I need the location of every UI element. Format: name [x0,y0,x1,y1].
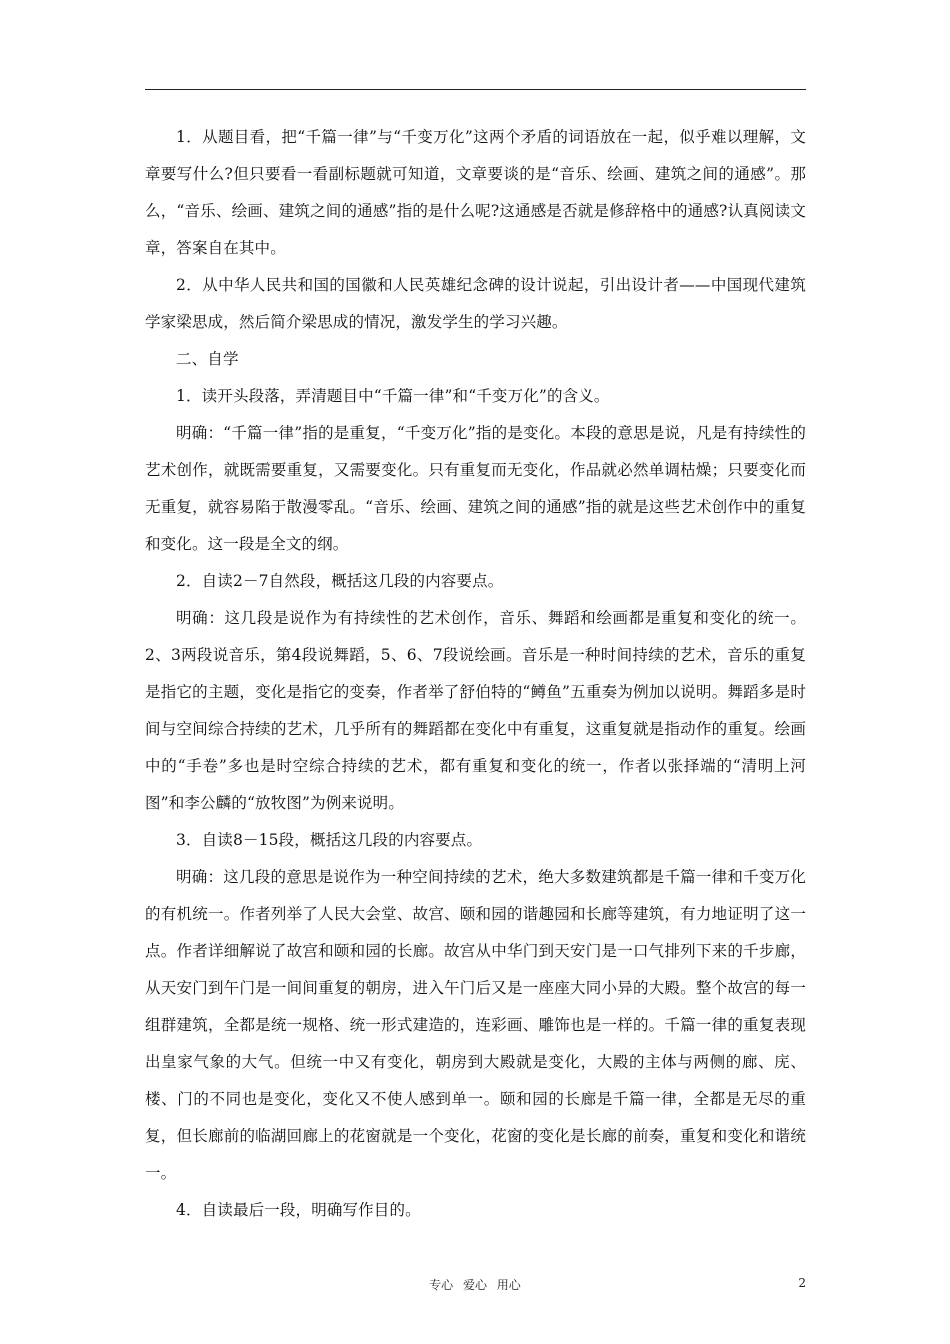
paragraph-task-1: 1．读开头段落，弄清题目中“千篇一律”和“千变万化”的含义。 [176,387,610,405]
footer-motto: 专心 爱心 用心 [429,1278,521,1292]
paragraph-task-4: 4．自读最后一段，明确写作目的。 [176,1201,421,1219]
paragraph-intro-title: 1．从题目看，把“千篇一律”与“千变万化”这两个矛盾的词语放在一起，似乎难以理解，文章要写什么?但只要看一看副标题就可知道，文章要谈的是“音乐、绘画、建筑之间的通感”。那么，“音乐、绘画、建筑之间的通感”指的是什么呢?这通感是否就是修辞格中的通感?认真阅读文章，答案自在其中。 [145,128,806,257]
page-number: 2 [798,1276,806,1290]
paragraph-task-3: 3．自读8－15段，概括这几段的内容要点。 [176,831,483,849]
document-body [145,119,806,1229]
section-heading-self-study: 二、自学 [176,350,239,368]
header-rule [145,89,806,90]
paragraph-answer-1: 明确：“千篇一律”指的是重复，“千变万化”指的是变化。本段的意思是说，凡是有持续性的艺术创作，就既需要重复，又需要变化。只有重复而无变化，作品就必然单调枯燥；只要变化而无重复，就容易陷于散漫零乱。“音乐、绘画、建筑之间的通感”指的就是这些艺术创作中的重复和变化。这一段是全文的纲。 [145,424,806,553]
paragraph-task-2: 2．自读2－7自然段，概括这几段的内容要点。 [176,572,504,590]
paragraph-answer-3: 明确：这几段的意思是说作为一种空间持续的艺术，绝大多数建筑都是千篇一律和千变万化的有机统一。作者列举了人民大会堂、故宫、颐和园的谐趣园和长廊等建筑，有力地证明了这一点。作者详细解说了故宫和颐和园的长廊。故宫从中华门到天安门是一口气排列下来的千步廊，从天安门到午门是一间间重复的朝房，进入午门后又是一座座大同小异的大殿。整个故宫的每一组群建筑，全都是统一规格、统一形式建造的，连彩画、雕饰也是一样的。千篇一律的重复表现出皇家气象的大气。但统一中又有变化，朝房到大殿就是变化，大殿的主体与两侧的廊、庑、楼、门的不同也是变化，变化又不使人感到单一。颐和园的长廊是千篇一律，全都是无尽的重复，但长廊前的临湖回廊上的花窗就是一个变化，花窗的变化是长廊的前奏，重复和变化和谐统一。 [145,868,806,1182]
paragraph-answer-2: 明确：这几段是说作为有持续性的艺术创作，音乐、舞蹈和绘画都是重复和变化的统一。2、3两段说音乐，第4段说舞蹈，5、6、7段说绘画。音乐是一种时间持续的艺术，音乐的重复是指它的主题，变化是指它的变奏，作者举了舒伯特的“鳟鱼”五重奏为例加以说明。舞蹈多是时间与空间综合持续的艺术，几乎所有的舞蹈都在变化中有重复，这重复就是指动作的重复。绘画中的“手卷”多也是时空综合持续的艺术，都有重复和变化的统一，作者以张择端的“清明上河图”和李公麟的“放牧图”为例来说明。 [145,609,806,812]
paragraph-intro-author: 2．从中华人民共和国的国徽和人民英雄纪念碑的设计说起，引出设计者——中国现代建筑学家梁思成，然后简介梁思成的情况，激发学生的学习兴趣。 [145,276,806,331]
